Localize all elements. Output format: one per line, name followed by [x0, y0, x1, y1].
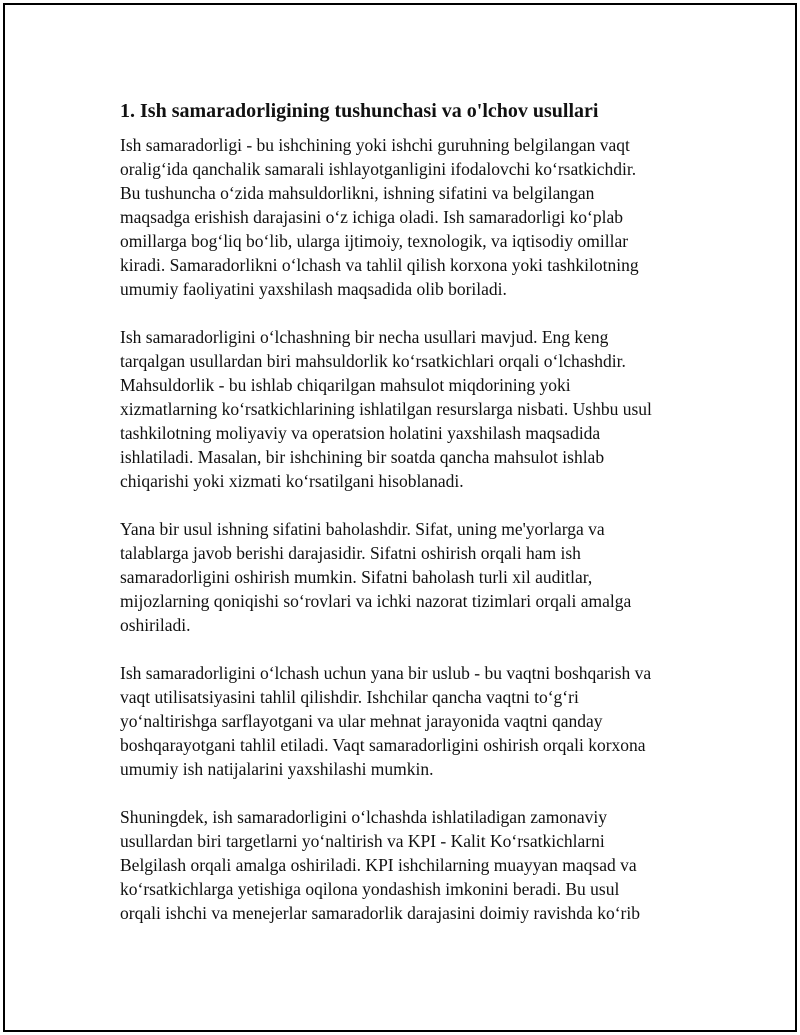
paragraph: [120, 325, 700, 493]
text-line: chiqarishi yoki xizmati ko‘rsatilgani hisoblanadi.: [120, 471, 464, 491]
document-content: [120, 97, 700, 949]
text-line: boshqarayotgani tahlil etiladi. Vaqt samaradorligini oshirish orqali korxona: [120, 735, 646, 755]
text-line: yo‘naltirishga sarflayotgani va ular mehnat jarayonida vaqtni qanday: [120, 711, 603, 731]
text-line: Shuningdek, ish samaradorligini o‘lchashda ishlatiladigan zamonaviy: [120, 807, 607, 827]
text-line: umumiy faoliyatini yaxshilash maqsadida olib boriladi.: [120, 279, 507, 299]
text-line: orqali ishchi va menejerlar samaradorlik darajasini doimiy ravishda ko‘rib: [120, 903, 640, 923]
text-line: Mahsuldorlik - bu ishlab chiqarilgan mahsulot miqdorining yoki: [120, 375, 571, 395]
text-line: Yana bir usul ishning sifatini baholashdir. Sifat, uning me'yorlarga va: [120, 519, 605, 539]
document-page: [3, 3, 797, 1032]
section-heading: 1. Ish samaradorligining tushunchasi va o'lchov usullari: [120, 100, 599, 122]
text-line: tarqalgan usullardan biri mahsuldorlik ko‘rsatkichlari orqali o‘lchashdir.: [120, 351, 626, 371]
paragraph: [120, 133, 700, 301]
text-line: oshiriladi.: [120, 615, 191, 635]
text-line: samaradorligini oshirish mumkin. Sifatni baholash turli xil auditlar,: [120, 567, 593, 587]
text-line: omillarga bog‘liq bo‘lib, ularga ijtimoiy, texnologik, va iqtisodiy omillar: [120, 231, 629, 251]
text-line: ko‘rsatkichlarga yetishiga oqilona yondashish imkonini beradi. Bu usul: [120, 879, 620, 899]
text-line: Ish samaradorligini o‘lchashning bir necha usullari mavjud. Eng keng: [120, 327, 609, 347]
text-line: tashkilotning moliyaviy va operatsion holatini yaxshilash maqsadida: [120, 423, 601, 443]
text-line: Bu tushuncha o‘zida mahsuldorlikni, ishning sifatini va belgilangan: [120, 183, 595, 203]
text-line: umumiy ish natijalarini yaxshilashi mumkin.: [120, 759, 434, 779]
text-line: ishlatiladi. Masalan, bir ishchining bir soatda qancha mahsulot ishlab: [120, 447, 605, 467]
text-line: Ish samaradorligini o‘lchash uchun yana bir uslub - bu vaqtni boshqarish va: [120, 663, 652, 683]
text-line: Ish samaradorligi - bu ishchining yoki ishchi guruhning belgilangan vaqt: [120, 135, 630, 155]
text-line: Belgilash orqali amalga oshiriladi. KPI ishchilarning muayyan maqsad va: [120, 855, 637, 875]
paragraph: [120, 661, 700, 781]
paragraph: [120, 517, 700, 637]
text-line: xizmatlarning ko‘rsatkichlarining ishlatilgan resurslarga nisbati. Ushbu usul: [120, 399, 652, 419]
text-line: maqsadga erishish darajasini o‘z ichiga oladi. Ish samaradorligi ko‘plab: [120, 207, 623, 227]
text-line: talablarga javob berishi darajasidir. Sifatni oshirish orqali ham ish: [120, 543, 581, 563]
text-line: vaqt utilisatsiyasini tahlil qilishdir. Ishchilar qancha vaqtni to‘g‘ri: [120, 687, 579, 707]
paragraph: [120, 805, 700, 925]
text-line: usullardan biri targetlarni yo‘naltirish va KPI - Kalit Ko‘rsatkichlarni: [120, 831, 605, 851]
text-line: oralig‘ida qanchalik samarali ishlayotganligini ifodalovchi ko‘rsatkichdir.: [120, 159, 637, 179]
text-line: kiradi. Samaradorlikni o‘lchash va tahlil qilish korxona yoki tashkilotning: [120, 255, 639, 275]
text-line: mijozlarning qoniqishi so‘rovlari va ichki nazorat tizimlari orqali amalga: [120, 591, 632, 611]
